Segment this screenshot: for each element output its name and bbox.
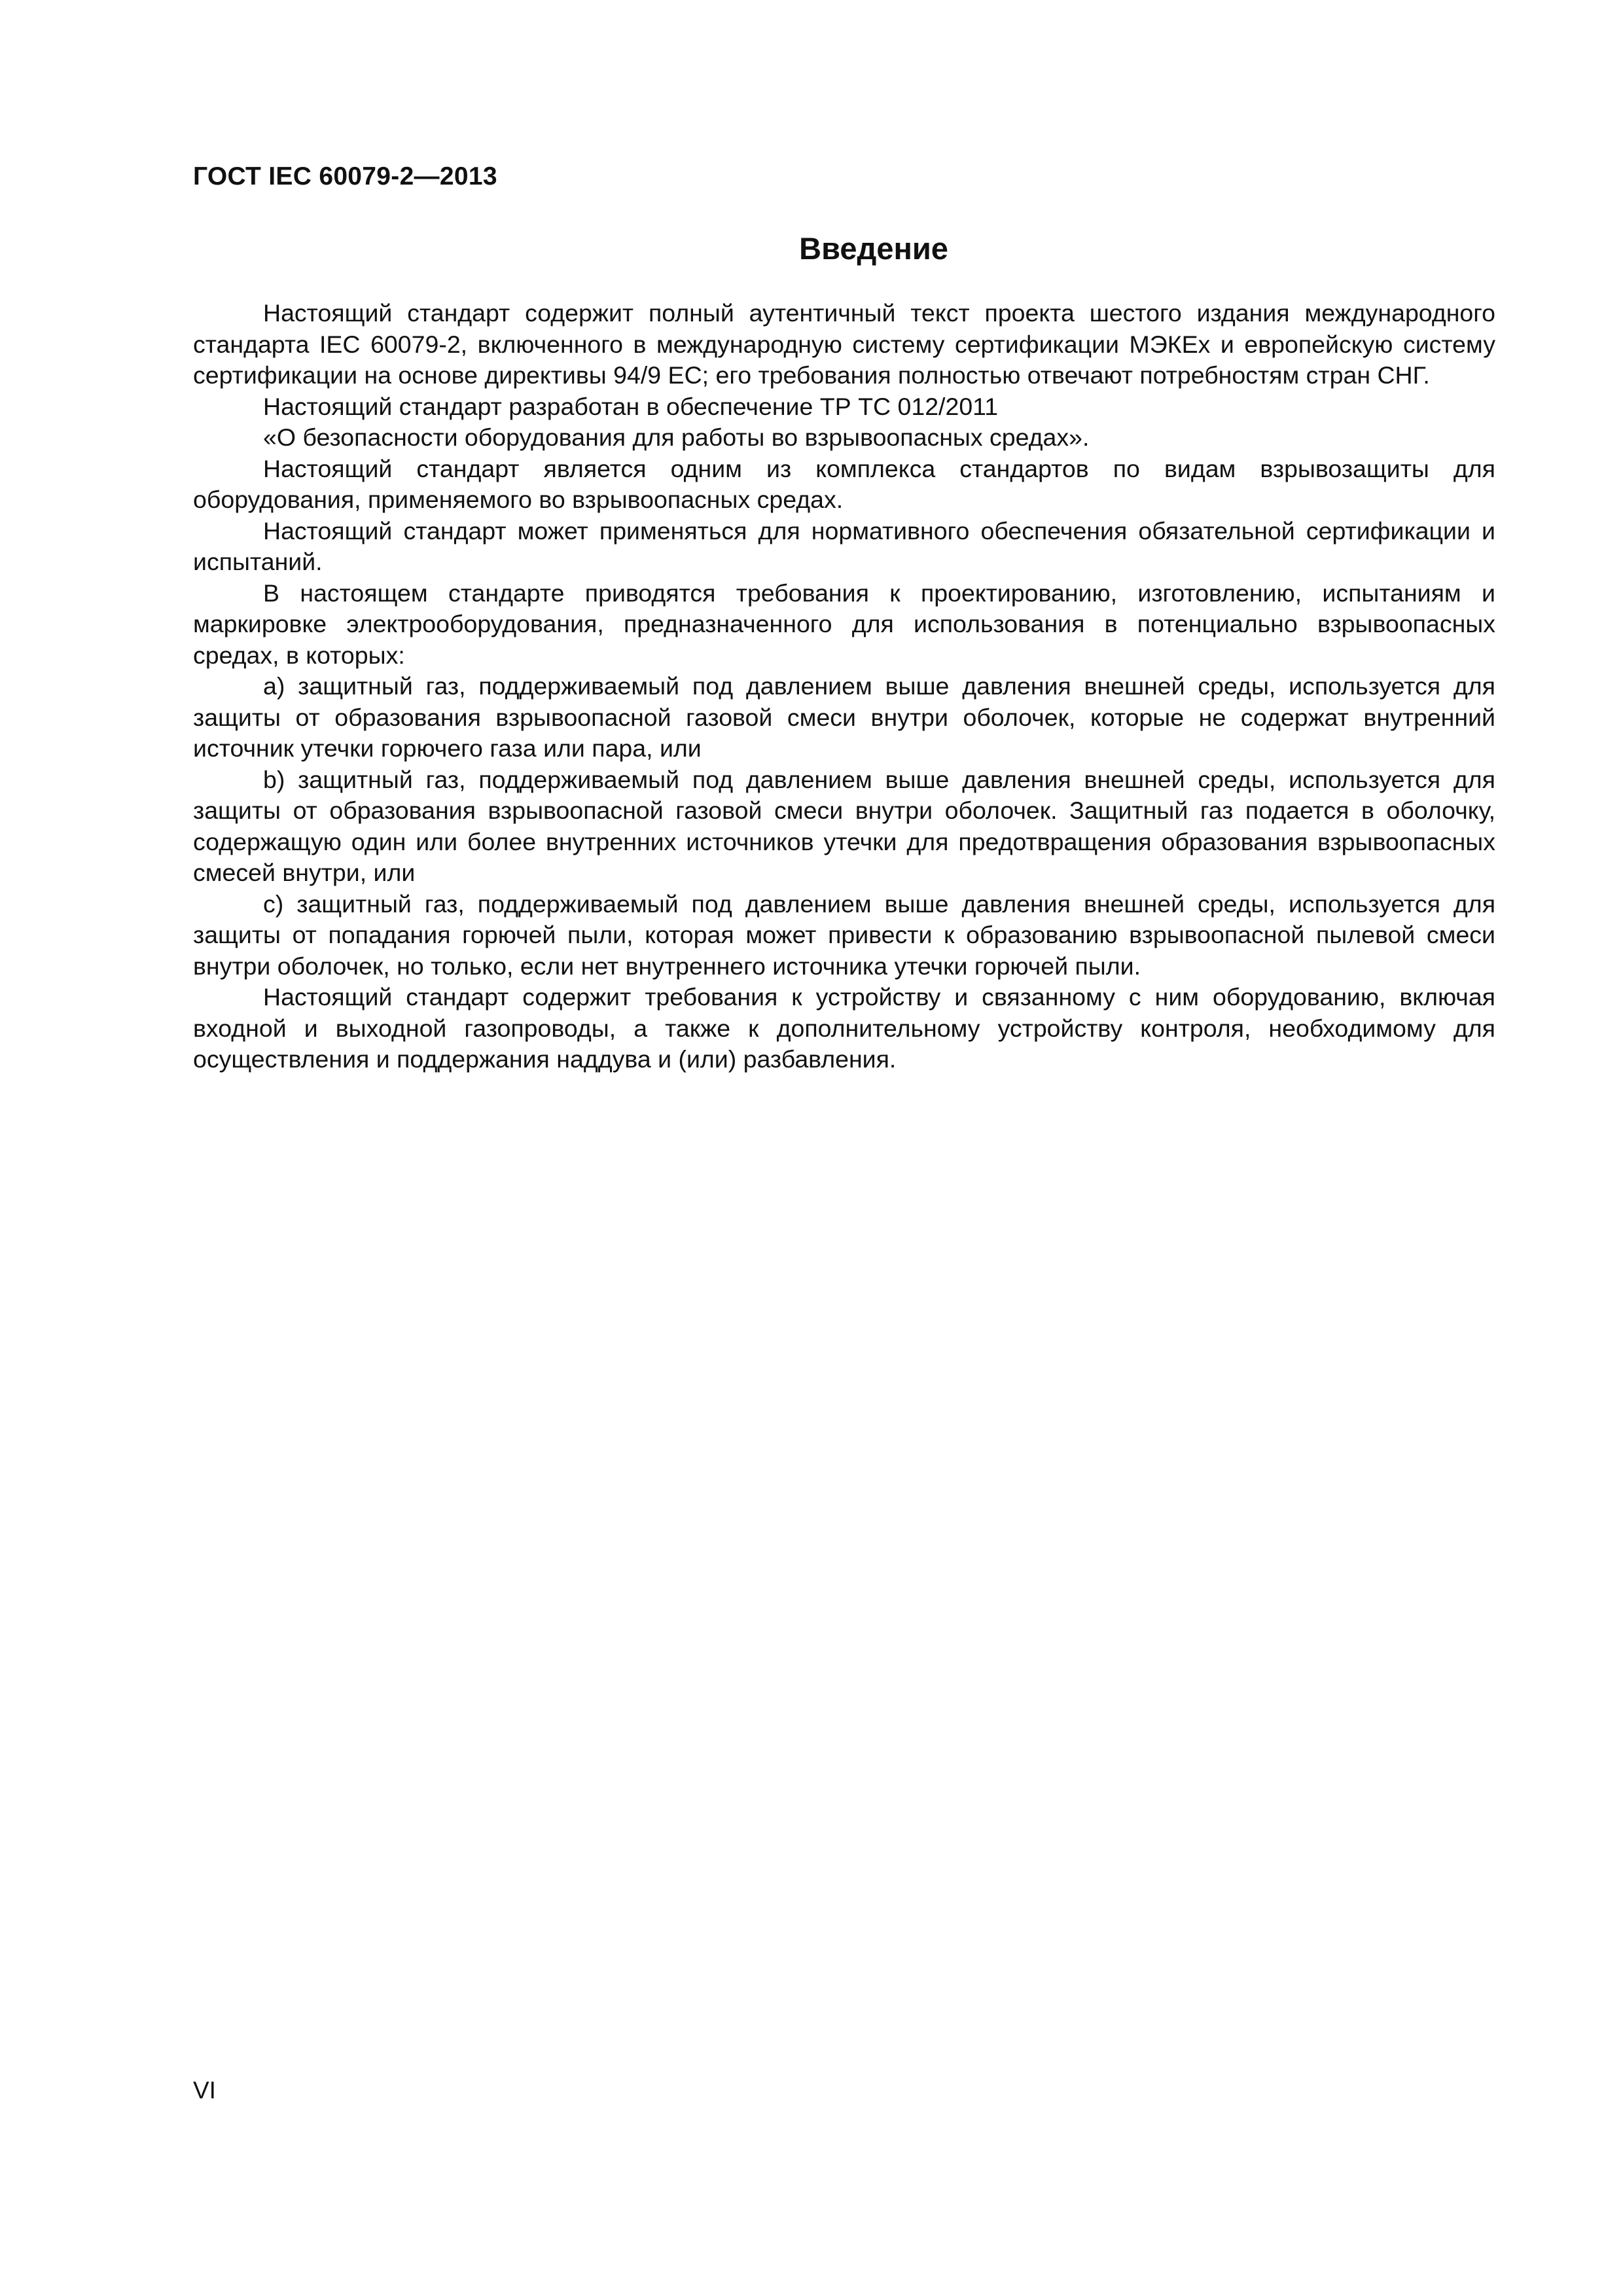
paragraph-regulation-title: «О безопасности оборудования для работы во взрывоопасных средах». (263, 423, 1090, 451)
paragraph-scope: Настоящий стандарт содержит полный аутентичный текст проекта шестого издания международного стандарта IEC 60079-2, включенного в международную систему сертификации МЭКЕх и европейскую систему сертификации на основе директивы 94/9 ЕС; его требования полностью отвечают потребностям стран СНГ. (193, 299, 1495, 389)
list-item-c: c) защитный газ, поддерживаемый под давлением выше давления внешней среды, используется для защиты от попадания горючей пыли, которая может привести к образованию взрывоопасной пылевой смеси внутри оболочек, но только, если нет внутреннего источника утечки горючей пыли. (193, 889, 1495, 980)
paragraph-equipment: Настоящий стандарт содержит требования к устройству и связанному с ним оборудованию, включая входной и выходной газопроводы, а также к дополнительному устройству контроля, необходимому для осуществления и поддержания наддува и (или) разбавления. (193, 983, 1495, 1073)
paragraph-complex: Настоящий стандарт является одним из комплекса стандартов по видам взрывозащиты для оборудования, применяемого во взрывоопасных средах. (193, 454, 1495, 513)
paragraph-regulation: Настоящий стандарт разработан в обеспечение ТР ТС 012/2011 (263, 392, 999, 420)
list-item-a: a) защитный газ, поддерживаемый под давлением выше давления внешней среды, используется для защиты от образования взрывоопасной газовой смеси внутри оболочек, которые не содержат внутренний источник утечки горючего газа или пара, или (193, 672, 1495, 762)
paragraph-requirements: В настоящем стандарте приводятся требования к проектированию, изготовлению, испытаниям и маркировке электрооборудования, предназначенного для использования в потенциально взрывоопасных средах, в которых: (193, 579, 1495, 669)
section-title: Введение (799, 231, 948, 266)
introduction-body (193, 298, 1495, 1075)
paragraph-certification: Настоящий стандарт может применяться для нормативного обеспечения обязательной сертификации и испытаний. (193, 516, 1495, 575)
list-item-b: b) защитный газ, поддерживаемый под давлением выше давления внешней среды, используется для защиты от образования взрывоопасной газовой смеси внутри оболочек. Защитный газ подается в оболочку, содержащую один или более внутренних источников утечки для предотвращения образования взрывоопасных смесей внутри, или (193, 765, 1495, 886)
document-code-header: ГОСТ IEC 60079-2—2013 (193, 162, 497, 190)
page-number: VI (193, 2077, 216, 2104)
